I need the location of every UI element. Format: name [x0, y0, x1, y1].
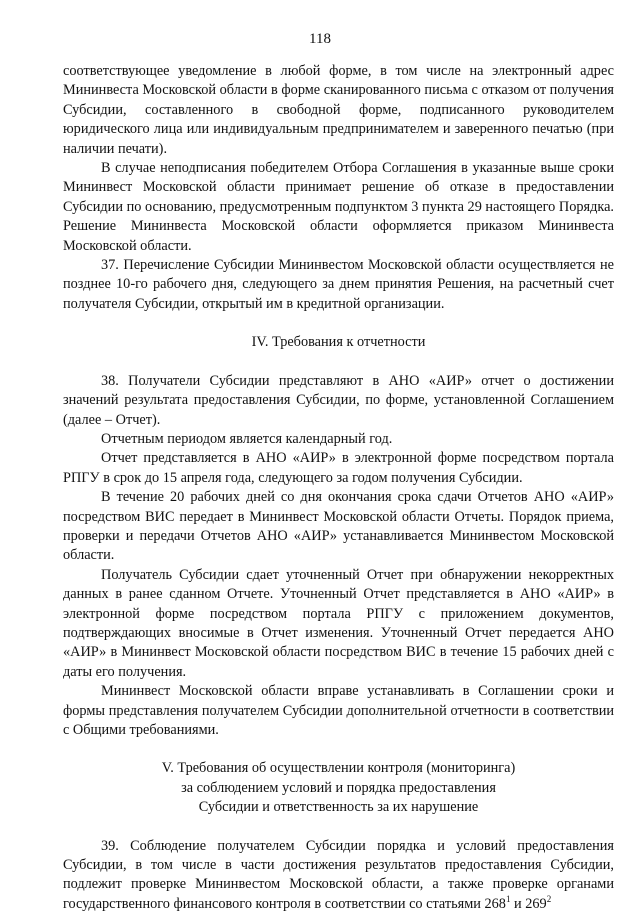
paragraph-notice: соответствующее уведомление в любой форме, в том числе на электронный адрес Мининвеста Московской области в форме сканированного письма с отказом от получения Субсидии, составленного в свободной форме, подписанного руководителем юридического лица или индивидуальным предпринимателем и заверенного печатью (при наличии печати).: [63, 63, 614, 157]
paragraph-38: 38. Получатели Субсидии представляют в АНО «АИР» отчет о достижении значений результата предоставления Субсидии, по форме, установленной Соглашением (далее – Отчет).: [63, 372, 614, 428]
paragraph-refined-report: Получатель Субсидии сдает уточненный Отчет при обнаружении некорректных данных в ранее сданном Отчете. Уточненный Отчет представляется в АНО «АИР» в электронной форме посредством портала РПГУ с приложением документов, подтверждающих вносимые в Отчет изменения. Уточненный Отчет передается АНО «АИР» в Мининвест Московской области посредством ВИС в течение 15 рабочих дней с даты его получения.: [63, 566, 614, 680]
paragraph-report-submission: Отчет представляется в АНО «АИР» в электронной форме посредством портала РПГУ в срок до 15 апреля года, следующего за годом получения Субсидии.: [63, 450, 614, 486]
paragraph-39: [63, 837, 614, 914]
section-4-heading: IV. Требования к отчетности: [251, 334, 426, 351]
page-number: 118: [309, 31, 331, 47]
paragraph-additional-reporting: Мининвест Московской области вправе устанавливать в Соглашении сроки и формы представления получателем Субсидии дополнительной отчетности в соответствии с Общими требованиями.: [63, 683, 614, 738]
paragraph-39-text: 39. Соблюдение получателем Субсидии порядка и условий предоставления Субсидии, в том числе в части достижения результатов предоставления Субсидии, подлежит проверке Мининвестом Московской области, а также проверке органами государственного финансового контроля в соответствии со статьями 268: [63, 837, 614, 912]
paragraph-refusal: В случае неподписания победителем Отбора Соглашения в указанные выше сроки Мининвест Московской области принимает решение об отказе в предоставлении Субсидии по основанию, предусмотренным подпунктом 3 пункта 29 настоящего Порядка. Решение Мининвеста Московской области оформляется приказом Мининвеста Московской области.: [63, 160, 614, 254]
superscript-2: 2: [546, 893, 552, 904]
section-5-heading-line-2: за соблюдением условий и порядка предоставления: [181, 779, 496, 796]
paragraph-39-and: и 269: [510, 895, 547, 912]
paragraph-37: 37. Перечисление Субсидии Мининвестом Московской области осуществляется не позднее 10-го рабочего дня, следующего за днем принятия Решения, на расчетный счет получателя Субсидии, открытый им в кредитной организации.: [63, 257, 614, 312]
paragraph-reporting-period: Отчетным периодом является календарный год.: [101, 430, 393, 447]
section-5-heading-line-1: V. Требования об осуществлении контроля (мониторинга): [161, 760, 516, 777]
document-body: [63, 62, 614, 914]
superscript-1: 1: [505, 893, 511, 904]
paragraph-report-transfer: В течение 20 рабочих дней со дня окончания срока сдачи Отчетов АНО «АИР» посредством ВИС передает в Мининвест Московской области Отчеты. Порядок приема, проверки и передачи Отчетов АНО «АИР» устанавливается Мининвестом Московской области.: [63, 489, 614, 564]
section-5-heading-line-3: Субсидии и ответственность за их нарушение: [198, 799, 479, 816]
